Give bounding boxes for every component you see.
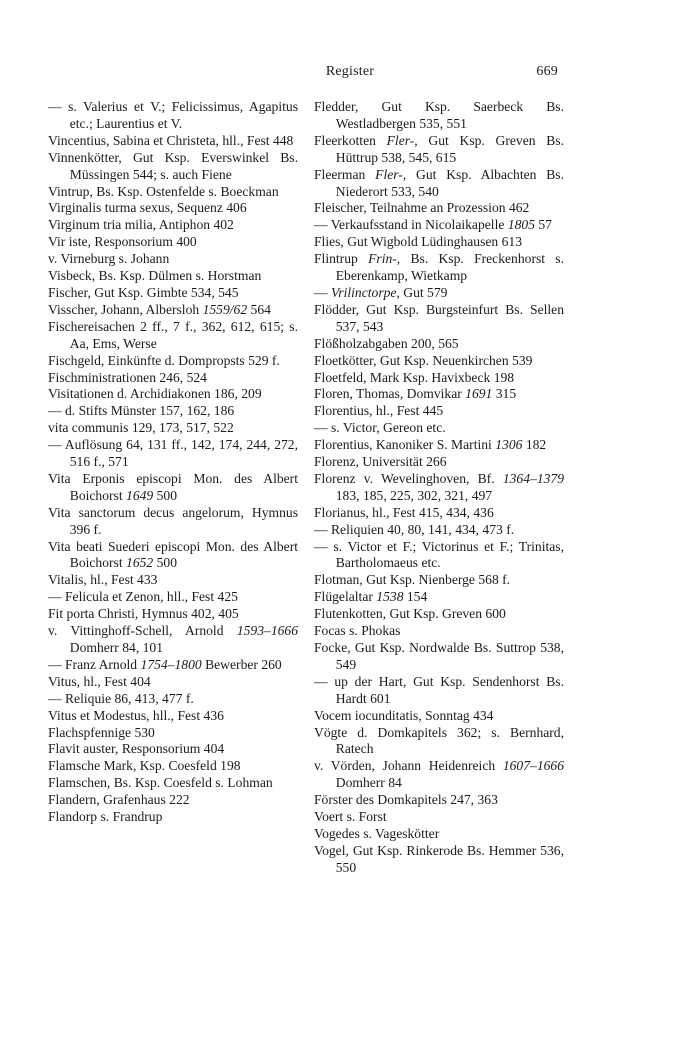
index-entry: Focas s. Phokas: [314, 623, 401, 639]
index-entry: Flintrup Frin-, Bs. Ksp. Freckenhorst s. Eberenkamp, Wietkamp: [314, 251, 564, 284]
index-entry: Flödder, Gut Ksp. Burgsteinfurt Bs. Sellen 537, 543: [314, 301, 564, 334]
index-entry: — s. Victor et F.; Victorinus et F.; Trinitas, Bartholomaeus etc.: [314, 538, 564, 571]
index-entry: Flies, Gut Wigbold Lüdinghausen 613: [314, 234, 523, 250]
index-entry: Vir iste, Responsorium 400: [48, 234, 197, 250]
index-entry: Flamsche Mark, Ksp. Coesfeld 198: [48, 758, 241, 774]
index-entry: Vitalis, hl., Fest 433: [48, 572, 158, 588]
index-entry: Virginalis turma sexus, Sequenz 406: [48, 200, 247, 216]
index-entry: Fleerman Fler-, Gut Ksp. Albachten Bs. Niederort 533, 540: [314, 166, 564, 199]
index-entry: Vincentius, Sabina et Christeta, hll., Fest 448: [48, 132, 294, 148]
index-entry: Florentius, hl., Fest 445: [314, 403, 444, 419]
index-entry: — Auflösung 64, 131 ff., 142, 174, 244, 272, 516 f., 571: [48, 437, 298, 470]
index-entry: Vitus et Modestus, hll., Fest 436: [48, 707, 224, 723]
index-entry: Förster des Domkapitels 247, 363: [314, 792, 498, 808]
index-entry: Visitationen d. Archidiakonen 186, 209: [48, 386, 262, 402]
index-entry: — Vrilinctorpe, Gut 579: [314, 284, 448, 300]
index-entry: — up der Hart, Gut Ksp. Sendenhorst Bs. Hardt 601: [314, 673, 564, 706]
index-entry: Vita sanctorum decus angelorum, Hymnus 396 f.: [48, 504, 298, 537]
index-entry: v. Virneburg s. Johann: [48, 251, 170, 267]
index-entry: Flandorp s. Frandrup: [48, 809, 163, 825]
index-entry: Vita beati Suederi episcopi Mon. des Albert Boichorst 1652 500: [48, 538, 298, 571]
index-entry: Fischer, Gut Ksp. Gimbte 534, 545: [48, 284, 239, 300]
index-entry: Fledder, Gut Ksp. Saerbeck Bs. Westladbergen 535, 551: [314, 99, 564, 131]
index-entry: Florentius, Kanoniker S. Martini 1306 182: [314, 437, 547, 453]
index-entry: — Felicula et Zenon, hll., Fest 425: [48, 589, 238, 605]
index-entry: Fleischer, Teilnahme an Prozession 462: [314, 200, 530, 216]
index-entry: Virginum tria milia, Antiphon 402: [48, 217, 234, 233]
index-entry: Flachspfennige 530: [48, 724, 155, 740]
index-entry: vita communis 129, 173, 517, 522: [48, 420, 234, 436]
index-entry: Floren, Thomas, Domvikar 1691 315: [314, 386, 517, 402]
index-entry: Vinnenkötter, Gut Ksp. Everswinkel Bs. Müssingen 544; s. auch Fiene: [48, 149, 298, 182]
index-entry: Focke, Gut Ksp. Nordwalde Bs. Suttrop 538, 549: [314, 640, 564, 672]
index-entry: Voert s. Forst: [314, 809, 387, 825]
index-entry: Flandern, Grafenhaus 222: [48, 792, 190, 808]
index-column-right: [314, 99, 564, 877]
index-entry: Vogel, Gut Ksp. Rinkerode Bs. Hemmer 536, 550: [314, 842, 564, 875]
index-entry: Vintrup, Bs. Ksp. Ostenfelde s. Boeckman: [48, 183, 279, 199]
index-entry: Floetfeld, Mark Ksp. Havixbeck 198: [314, 369, 515, 385]
running-title: Register: [325, 64, 375, 79]
index-entry: v. Vittinghoff-Schell, Arnold 1593–1666 Domherr 84, 101: [48, 623, 298, 655]
index-entry: Flavit auster, Responsorium 404: [48, 741, 225, 757]
index-entry: Flutenkotten, Gut Ksp. Greven 600: [314, 606, 506, 622]
index-entry: — d. Stifts Münster 157, 162, 186: [48, 403, 235, 419]
index-entry: — s. Victor, Gereon etc.: [314, 420, 446, 436]
index-entry: Florenz v. Wevelinghoven, Bf. 1364–1379 183, 185, 225, 302, 321, 497: [314, 470, 564, 503]
index-entry: Florenz, Universität 266: [314, 454, 447, 470]
index-entry: Florianus, hl., Fest 415, 434, 436: [314, 504, 494, 520]
index-entry: Fischgeld, Einkünfte d. Dompropsts 529 f.: [48, 352, 280, 368]
index-entry: — Verkaufsstand in Nicolaikapelle 1805 57: [314, 217, 552, 233]
index-entry: Fischministrationen 246, 524: [48, 369, 207, 385]
index-entry: — Reliquien 40, 80, 141, 434, 473 f.: [314, 521, 515, 537]
index-entry: Fleerkotten Fler-, Gut Ksp. Greven Bs. Hüttrup 538, 545, 615: [314, 132, 564, 165]
index-column-left: [48, 99, 298, 826]
index-entry: — s. Valerius et V.; Felicissimus, Agapitus etc.; Laurentius et V.: [48, 99, 298, 131]
index-entry: Vita Erponis episcopi Mon. des Albert Boichorst 1649 500: [48, 470, 298, 503]
index-entry: — Reliquie 86, 413, 477 f.: [48, 690, 194, 706]
index-entry: Vogedes s. Vageskötter: [314, 825, 440, 841]
index-entry: Flamschen, Bs. Ksp. Coesfeld s. Lohman: [48, 775, 273, 791]
index-entry: Vocem iocunditatis, Sonntag 434: [314, 707, 494, 723]
index-entry: Vögte d. Domkapitels 362; s. Bernhard, Ratech: [314, 724, 564, 757]
index-entry: v. Vörden, Johann Heidenreich 1607–1666 Domherr 84: [314, 758, 564, 791]
index-entry: — Franz Arnold 1754–1800 Bewerber 260: [48, 656, 282, 672]
index-entry: Vitus, hl., Fest 404: [48, 673, 151, 689]
index-entry: Flügelaltar 1538 154: [314, 589, 428, 605]
index-entry: Flößholzabgaben 200, 565: [314, 335, 459, 351]
page-number: 669: [536, 64, 558, 79]
index-entry: Visbeck, Bs. Ksp. Dülmen s. Horstman: [48, 268, 262, 284]
index-entry: Fischereisachen 2 ff., 7 f., 362, 612, 615; s. Aa, Ems, Werse: [48, 318, 298, 351]
index-entry: Floetkötter, Gut Ksp. Neuenkirchen 539: [314, 352, 533, 368]
index-entry: Visscher, Johann, Albersloh 1559/62 564: [48, 301, 271, 317]
page-header: [0, 64, 700, 84]
index-entry: Flotman, Gut Ksp. Nienberge 568 f.: [314, 572, 511, 588]
index-entry: Fit porta Christi, Hymnus 402, 405: [48, 606, 239, 622]
